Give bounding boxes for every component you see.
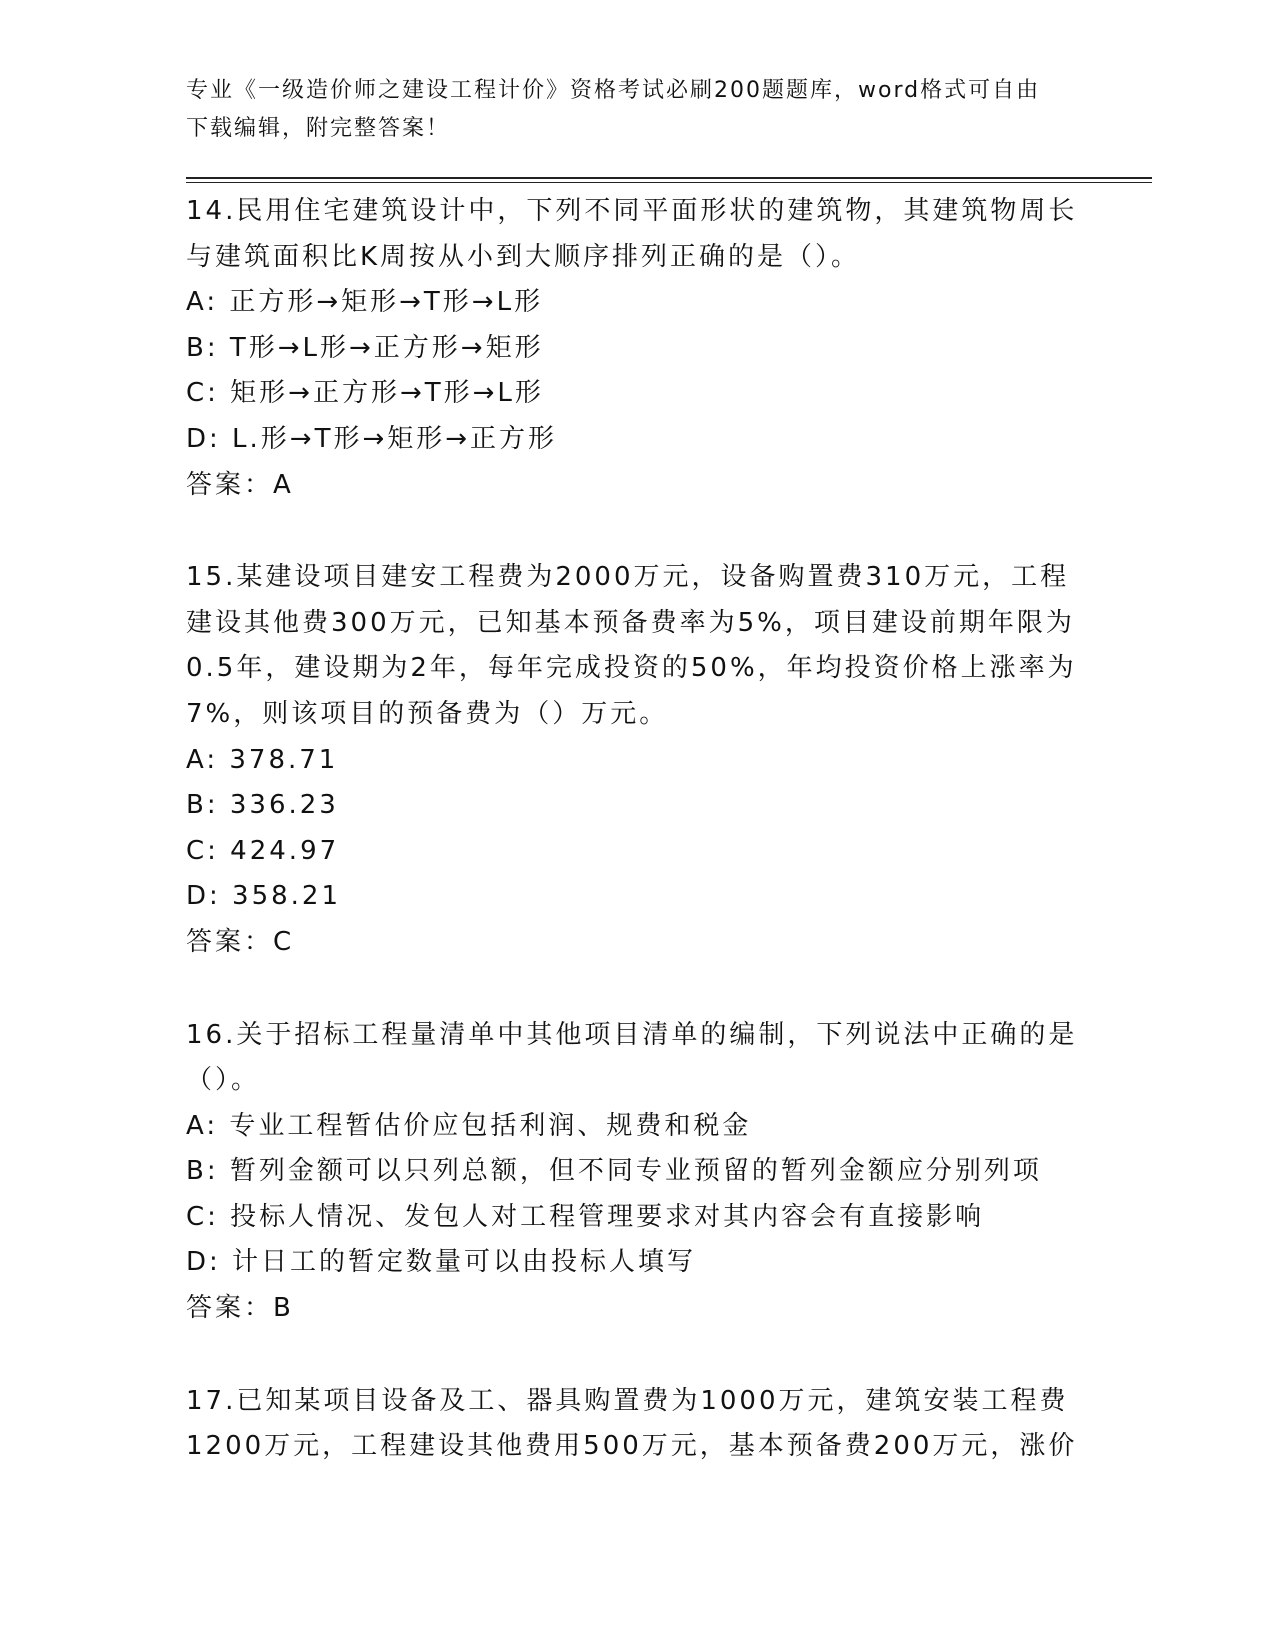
question-stem-line: 17.已知某项目设备及工、器具购置费为1000万元，建筑安装工程费 (186, 1385, 1069, 1416)
header-divider-thin (186, 182, 1152, 183)
answer-line: 答案：A (186, 469, 294, 500)
option-a: A: 正方形→矩形→T形→L形 (186, 287, 544, 318)
question-stem-line: （）。 (186, 1065, 261, 1096)
question-stem-line: 16.关于招标工程量清单中其他项目清单的编制，下列说法中正确的是 (186, 1019, 1078, 1050)
answer-line: 答案：C (186, 926, 295, 957)
option-c: C: 投标人情况、发包人对工程管理要求对其内容会有直接影响 (186, 1201, 985, 1232)
question-stem-line: 1200万元，工程建设其他费用500万元，基本预备费200万元，涨价 (186, 1431, 1078, 1462)
option-b: B: 暂列金额可以只列总额，但不同专业预留的暂列金额应分别列项 (186, 1156, 1042, 1187)
header-line-2: 下载编辑，附完整答案！ (186, 116, 451, 141)
option-b: B: 336.23 (186, 790, 339, 821)
question-17 (186, 1379, 1086, 1470)
question-spacer (186, 508, 1086, 555)
question-stem-line: 7%，则该项目的预备费为（）万元。 (186, 698, 669, 729)
option-d: D: 358.21 (186, 881, 342, 912)
option-c: C: 424.97 (186, 835, 340, 866)
header-divider-thick (186, 177, 1152, 179)
question-15 (186, 555, 1086, 965)
question-stem-line: 14.民用住宅建筑设计中，下列不同平面形状的建筑物，其建筑物周长 (186, 196, 1078, 226)
option-b: B: T形→L形→正方形→矩形 (186, 332, 544, 363)
document-header (186, 72, 1066, 148)
question-stem-line: 15.某建设项目建安工程费为2000万元，设备购置费310万元，工程 (186, 562, 1070, 593)
question-stem-line: 与建筑面积比K周按从小到大顺序排列正确的是（）。 (186, 241, 861, 272)
option-c: C: 矩形→正方形→T形→L形 (186, 378, 544, 409)
question-spacer (186, 1332, 1086, 1379)
option-d: D: L.形→T形→矩形→正方形 (186, 423, 558, 454)
question-list (186, 189, 1086, 1470)
header-line-1: 专业《一级造价师之建设工程计价》资格考试必刷200题题库，word格式可自由 (186, 78, 1041, 103)
question-16 (186, 1013, 1086, 1332)
question-spacer (186, 966, 1086, 1013)
question-stem-line: 建设其他费300万元，已知基本预备费率为5%，项目建设前期年限为 (186, 607, 1075, 638)
option-a: A: 专业工程暂估价应包括利润、规费和税金 (186, 1110, 752, 1141)
option-a: A: 378.71 (186, 744, 339, 775)
option-d: D: 计日工的暂定数量可以由投标人填写 (186, 1247, 697, 1278)
answer-line: 答案：B (186, 1293, 294, 1324)
question-stem-line: 0.5年，建设期为2年，每年完成投资的50%，年均投资价格上涨率为 (186, 653, 1077, 684)
question-14 (186, 189, 1086, 508)
